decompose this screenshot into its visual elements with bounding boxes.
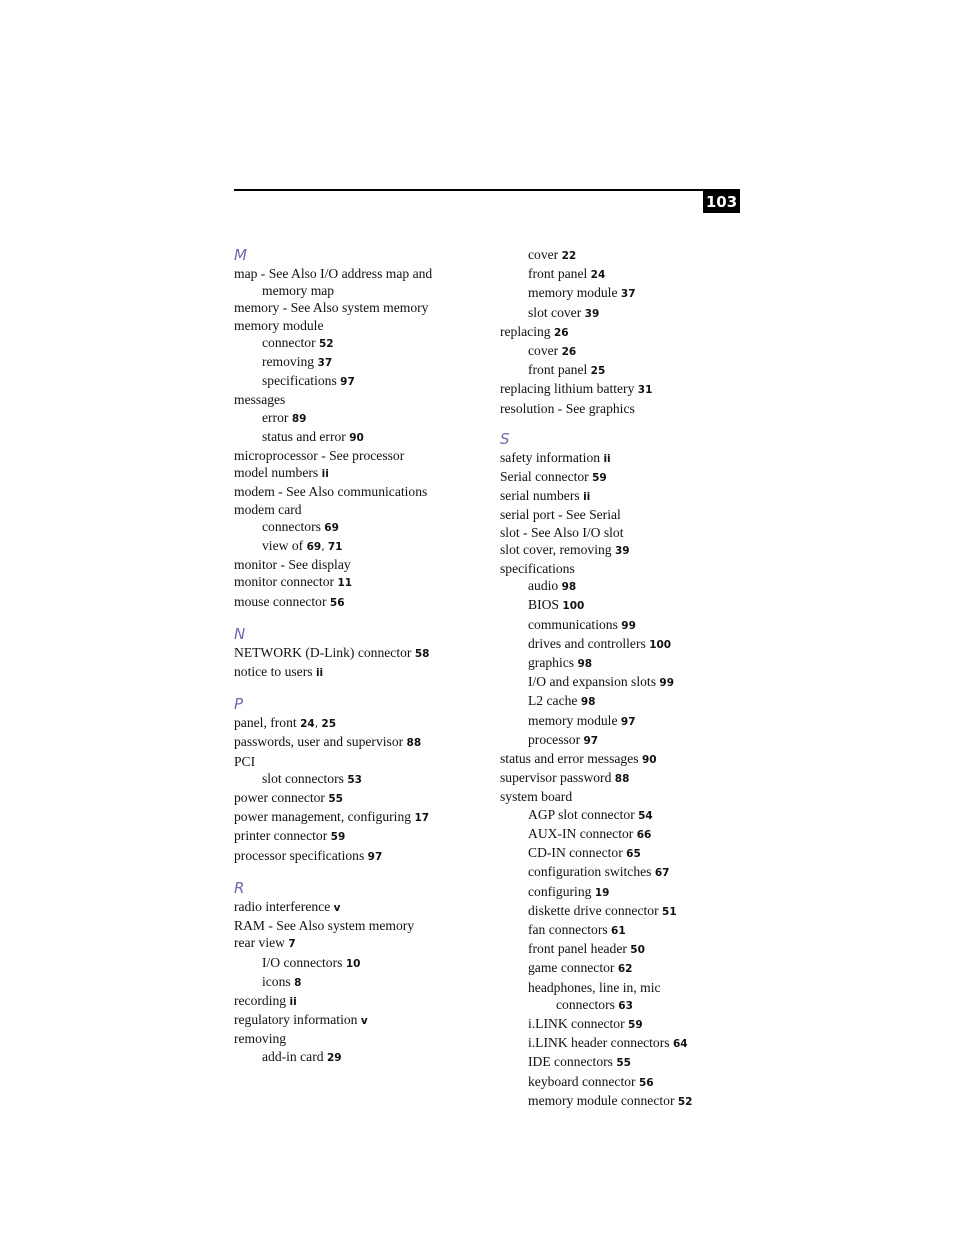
index-term: notice to users	[234, 664, 313, 680]
index-entry	[500, 979, 760, 996]
index-term: front panel	[528, 362, 588, 378]
index-entry	[500, 304, 760, 323]
page-reference[interactable]: ii	[583, 491, 591, 504]
index-term: serial port - See Serial	[500, 507, 621, 523]
index-entry	[234, 733, 484, 752]
index-term: diskette drive connector	[528, 902, 659, 918]
page-reference[interactable]: 61	[611, 924, 626, 937]
index-term: modem - See Also communications	[234, 484, 428, 500]
index-term: modem card	[234, 501, 302, 517]
page-reference[interactable]: 7	[288, 938, 296, 951]
page-reference[interactable]: 98	[580, 696, 596, 709]
index-entry	[500, 731, 760, 750]
index-term: NETWORK (D-Link) connector	[234, 644, 412, 660]
index-entry	[234, 447, 484, 464]
index-entry	[500, 468, 760, 487]
page-reference[interactable]: 64	[672, 1038, 688, 1051]
index-term: configuration switches	[528, 864, 652, 880]
index-term: replacing	[500, 323, 551, 339]
index-term: cover	[528, 343, 559, 359]
index-term: status and error	[262, 428, 346, 444]
index-term: specifications	[500, 561, 575, 577]
index-entry	[500, 654, 760, 673]
index-section	[234, 625, 484, 682]
index-column-right	[500, 246, 760, 1124]
page-reference[interactable]: 89	[291, 412, 307, 425]
page-reference[interactable]: 52	[677, 1095, 693, 1108]
index-term: Serial connector	[500, 469, 589, 485]
index-entry	[500, 940, 760, 959]
index-entry	[234, 992, 484, 1011]
page-reference[interactable]: 98	[577, 658, 593, 671]
index-term: I/O and expansion slots	[528, 674, 656, 690]
index-term: power connector	[234, 790, 325, 806]
index-term: mouse connector	[234, 593, 327, 609]
index-entry	[500, 902, 760, 921]
index-column-left	[234, 246, 484, 1080]
index-entry	[500, 577, 760, 596]
index-entry	[234, 353, 484, 372]
index-term: slot cover, removing	[500, 541, 612, 557]
section-letter: M	[234, 246, 247, 264]
header-rule	[234, 189, 740, 191]
index-entry	[500, 596, 760, 615]
index-term: system board	[500, 789, 573, 805]
index-term: BIOS	[528, 597, 559, 613]
index-term: memory module connector	[528, 1092, 675, 1108]
index-term: IDE connectors	[528, 1054, 613, 1070]
page-reference[interactable]: 71	[327, 541, 343, 554]
page-reference[interactable]: 58	[414, 647, 430, 660]
index-term: monitor connector	[234, 574, 335, 590]
index-term: i.LINK header connectors	[528, 1035, 670, 1051]
index-entry	[234, 573, 484, 592]
page-reference[interactable]: ii	[315, 667, 324, 680]
index-term: microprocessor - See processor	[234, 448, 405, 464]
page-number: 103	[703, 191, 740, 213]
page-reference[interactable]: 55	[616, 1057, 631, 1070]
page-reference[interactable]: 88	[406, 737, 422, 750]
page-reference[interactable]: 54	[638, 809, 653, 822]
index-entry	[500, 750, 760, 769]
index-entry	[500, 541, 760, 560]
index-term: AGP slot connector	[528, 806, 635, 822]
index-term: L2 cache	[528, 693, 578, 709]
section-letter: S	[500, 429, 510, 448]
index-entry	[500, 323, 760, 342]
page-reference[interactable]: 39	[614, 544, 630, 557]
index-term: resolution - See graphics	[500, 400, 635, 416]
index-entry	[234, 317, 484, 334]
page-reference[interactable]: 19	[594, 886, 610, 899]
index-entry	[500, 265, 760, 284]
page-reference[interactable]: 10	[345, 957, 361, 970]
index-entry	[234, 898, 484, 917]
index-entry	[500, 806, 760, 825]
page-reference[interactable]: 97	[367, 850, 383, 863]
index-entry	[234, 334, 484, 353]
index-entry	[234, 428, 484, 447]
page-reference[interactable]: ii	[603, 452, 611, 465]
index-term: headphones, line in, mic	[528, 979, 661, 995]
page-reference[interactable]: 56	[638, 1076, 654, 1089]
index-term: memory map	[262, 283, 335, 299]
index-entry	[500, 246, 760, 265]
index-term: removing	[234, 1031, 287, 1047]
index-section	[500, 246, 760, 417]
section-letter: N	[234, 624, 246, 643]
page-reference[interactable]: 90	[641, 754, 657, 767]
index-term: status and error messages	[500, 751, 639, 767]
index-term: panel, front	[234, 715, 297, 731]
index-term: safety information	[500, 449, 601, 465]
index-entry	[234, 663, 484, 682]
index-entry	[500, 769, 760, 788]
page-reference[interactable]: 99	[621, 619, 636, 632]
page-reference[interactable]: 69	[306, 541, 322, 554]
index-term: front panel	[528, 266, 588, 282]
page-reference[interactable]: 97	[583, 734, 599, 747]
index-entry	[234, 464, 484, 483]
page-reference[interactable]: 26	[553, 326, 569, 339]
page-reference[interactable]: 90	[349, 431, 364, 444]
page-reference[interactable]: 66	[636, 828, 652, 841]
index-entry	[234, 282, 484, 299]
index-term: messages	[234, 392, 286, 408]
index-entry	[234, 483, 484, 500]
page-reference[interactable]: v	[360, 1015, 368, 1028]
page-reference[interactable]: 22	[561, 250, 577, 262]
index-term: view of	[262, 538, 304, 554]
index-entry	[234, 934, 484, 953]
index-entry	[234, 847, 484, 866]
page-reference[interactable]: 65	[626, 848, 641, 861]
index-entry	[500, 616, 760, 635]
index-term: processor	[528, 731, 581, 747]
index-entry	[234, 372, 484, 391]
index-entry	[500, 400, 760, 417]
page-reference[interactable]: 50	[630, 944, 645, 957]
index-term: connectors	[262, 518, 321, 534]
page-reference[interactable]: 37	[317, 357, 333, 370]
page-reference[interactable]: 56	[329, 596, 345, 609]
index-term: model numbers	[234, 465, 319, 481]
index-entry	[500, 863, 760, 882]
page-reference[interactable]: 88	[614, 773, 630, 786]
index-entry	[500, 284, 760, 303]
index-term: slot connectors	[262, 770, 344, 786]
index-entry	[234, 973, 484, 992]
index-term: supervisor password	[500, 770, 612, 786]
page-reference[interactable]: 51	[662, 905, 677, 918]
index-entry	[500, 380, 760, 399]
page-reference[interactable]: 55	[328, 793, 343, 806]
index-term: replacing lithium battery	[500, 381, 635, 397]
index-term: slot cover	[528, 304, 582, 320]
index-term: regulatory information	[234, 1012, 358, 1028]
index-term: audio	[528, 578, 559, 594]
index-term: front panel header	[528, 941, 627, 957]
page-reference[interactable]: 31	[637, 384, 653, 397]
index-entry	[500, 449, 760, 468]
index-entry	[234, 391, 484, 408]
index-term: keyboard connector	[528, 1073, 636, 1089]
index-term: memory - See Also system memory	[234, 300, 429, 316]
index-entry	[500, 921, 760, 940]
page-reference[interactable]: 52	[319, 337, 334, 350]
index-entry	[234, 954, 484, 973]
page-reference[interactable]: 59	[628, 1018, 643, 1031]
index-entry	[500, 788, 760, 805]
page-reference[interactable]: 29	[326, 1051, 342, 1064]
index-term: printer connector	[234, 828, 328, 844]
index-term: memory module	[528, 712, 618, 728]
page-reference[interactable]: 17	[414, 812, 430, 825]
index-term: icons	[262, 973, 291, 989]
index-section	[234, 246, 484, 612]
index-term: game connector	[528, 960, 615, 976]
index-entry	[234, 518, 484, 537]
page-reference[interactable]: 100	[562, 600, 585, 613]
index-term: removing	[262, 354, 315, 370]
index-term: I/O connectors	[262, 954, 343, 970]
index-entry	[500, 342, 760, 361]
index-entry	[500, 560, 760, 577]
index-term: RAM - See Also system memory	[234, 918, 415, 934]
index-entry: view of 69, 71	[262, 538, 343, 554]
index-entry	[234, 409, 484, 428]
index-term: i.LINK connector	[528, 1015, 625, 1031]
index-entry	[500, 673, 760, 692]
index-section	[234, 695, 484, 866]
page-reference[interactable]: 97	[340, 376, 355, 389]
page-reference[interactable]: 37	[620, 288, 636, 301]
page-reference[interactable]: 100	[649, 638, 672, 651]
index-entry	[234, 770, 484, 789]
page-reference[interactable]: 24	[590, 269, 606, 282]
index-term: radio interference	[234, 898, 331, 914]
index-entry	[500, 1073, 760, 1092]
index-entry	[234, 265, 484, 282]
index-term: recording	[234, 992, 287, 1008]
page-reference[interactable]: 24	[300, 718, 315, 731]
page-reference[interactable]: 59	[592, 472, 607, 485]
index-term: memory module	[234, 317, 324, 333]
index-term: power management, configuring	[234, 809, 412, 825]
index-entry	[500, 692, 760, 711]
page-reference[interactable]: 25	[590, 365, 606, 378]
index-entry	[234, 593, 484, 612]
index-term: graphics	[528, 655, 575, 671]
index-entry	[500, 635, 760, 654]
page-reference[interactable]: 25	[321, 718, 337, 731]
index-entry	[500, 825, 760, 844]
page-reference[interactable]: 63	[618, 999, 633, 1012]
index-entry	[234, 1048, 484, 1067]
index-term: CD-IN connector	[528, 845, 623, 861]
page-reference[interactable]: 97	[620, 715, 636, 728]
index-section	[500, 430, 760, 1111]
index-entry	[234, 644, 484, 663]
index-entry	[500, 844, 760, 863]
index-term: connectors	[556, 996, 615, 1012]
page-reference[interactable]: 69	[324, 521, 339, 534]
index-entry	[234, 753, 484, 770]
page-reference[interactable]: 39	[584, 307, 600, 320]
index-term: memory module	[528, 285, 618, 301]
index-term: connector	[262, 334, 316, 350]
index-term: add-in card	[262, 1048, 324, 1064]
index-entry	[500, 1092, 760, 1111]
index-entry	[500, 883, 760, 902]
page-reference[interactable]: 99	[659, 677, 675, 690]
index-term: passwords, user and supervisor	[234, 734, 404, 750]
index-term: serial numbers	[500, 488, 580, 504]
index-entry	[234, 501, 484, 518]
index-entry	[500, 1053, 760, 1072]
index-term: communications	[528, 616, 618, 632]
index-entry	[234, 1011, 484, 1030]
index-entry	[500, 524, 760, 541]
page-reference[interactable]: 59	[330, 831, 346, 844]
page-reference[interactable]: 53	[347, 773, 362, 786]
page-reference[interactable]: 62	[617, 963, 633, 976]
index-term: rear view	[234, 935, 285, 951]
index-term: fan connectors	[528, 921, 608, 937]
index-term: cover	[528, 247, 559, 262]
section-letter: R	[234, 878, 245, 897]
index-term: specifications	[262, 373, 337, 389]
page-reference[interactable]: 11	[337, 577, 353, 590]
index-section	[234, 879, 484, 1067]
index-entry	[234, 827, 484, 846]
index-entry	[234, 556, 484, 573]
index-entry	[500, 487, 760, 506]
index-term: processor specifications	[234, 847, 365, 863]
section-letter: P	[234, 695, 244, 714]
index-term: PCI	[234, 753, 256, 769]
index-term: map - See Also I/O address map and	[234, 266, 433, 281]
index-entry	[234, 1030, 484, 1047]
index-entry	[500, 996, 760, 1015]
page-reference[interactable]: 67	[654, 867, 670, 880]
index-term: AUX-IN connector	[528, 825, 634, 841]
page-reference[interactable]: ii	[289, 995, 297, 1008]
page-reference[interactable]: ii	[321, 468, 329, 481]
index-term: drives and controllers	[528, 635, 646, 651]
index-entry	[234, 789, 484, 808]
index-entry: panel, front 24, 25	[234, 715, 337, 731]
index-term: monitor - See display	[234, 557, 351, 573]
index-entry	[234, 299, 484, 316]
index-entry	[234, 917, 484, 934]
index-entry	[500, 712, 760, 731]
page-reference[interactable]: v	[333, 901, 341, 914]
index-term: error	[262, 409, 289, 425]
index-entry	[500, 1034, 760, 1053]
index-entry	[500, 959, 760, 978]
index-term: configuring	[528, 883, 592, 899]
page-reference[interactable]: 8	[294, 976, 302, 989]
index-entry	[500, 506, 760, 523]
index-term: slot - See Also I/O slot	[500, 524, 624, 540]
index-entry	[500, 361, 760, 380]
index-entry	[500, 1015, 760, 1034]
page-reference[interactable]: 26	[561, 346, 577, 359]
page-reference[interactable]: 98	[561, 581, 577, 594]
index-entry	[234, 808, 484, 827]
